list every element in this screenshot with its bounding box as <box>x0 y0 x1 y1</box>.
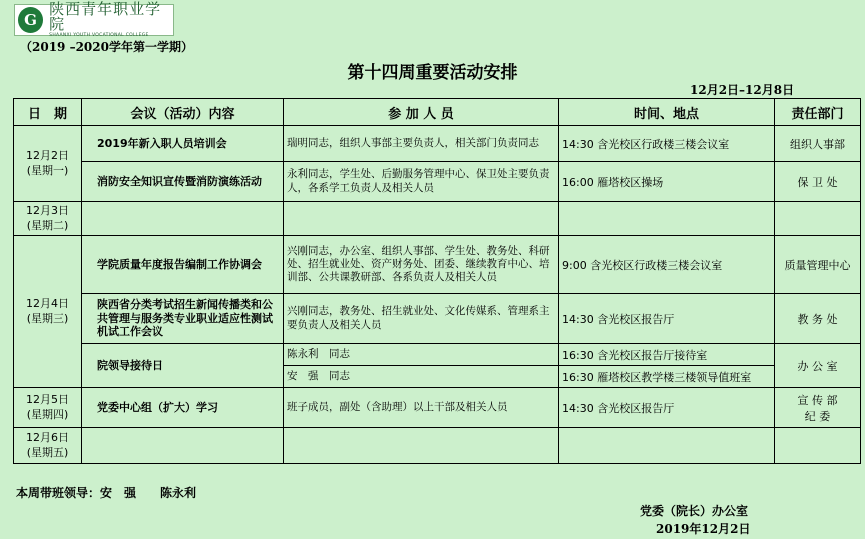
meeting-title: 2019年新入职人员培训会 <box>97 136 227 150</box>
col-header-meeting: 会议（活动）内容 <box>82 99 284 126</box>
time-place-cell: 16:30 雁塔校区教学楼三楼领导值班室 <box>559 366 775 388</box>
college-logo <box>14 0 174 38</box>
dept-cell: 组织人事部 <box>775 126 861 162</box>
dept-cell: 保 卫 处 <box>775 162 861 202</box>
date-text: 12月4日 <box>26 296 69 310</box>
meeting-title: 党委中心组（扩大）学习 <box>97 400 218 414</box>
weekday-text: (星期一) <box>26 163 69 177</box>
schedule-table <box>13 98 861 464</box>
time-place-cell: 16:00 雁塔校区操场 <box>559 162 775 202</box>
table-row <box>14 162 861 202</box>
attendees-cell: 兴刚同志，办公室、组织人事部、学生处、教务处、科研处、招生就业处、资产财务处、团委、继续教育中心、培训部、公共课教研部、各系负责人及相关人员 <box>284 236 559 294</box>
time-place-cell: 16:30 含光校区报告厅接待室 <box>559 344 775 366</box>
attendees-cell: 安 强 同志 <box>284 366 559 388</box>
attendees-cell: 瑞明同志，组织人事部主要负责人，相关部门负责同志 <box>284 126 559 162</box>
date-text: 12月2日 <box>26 148 69 162</box>
meeting-title: 学院质量年度报告编制工作协调会 <box>97 257 262 271</box>
time-place-cell: 14:30 含光校区行政楼三楼会议室 <box>559 126 775 162</box>
empty-cell <box>82 202 284 236</box>
col-header-dept: 责任部门 <box>775 99 861 126</box>
empty-cell <box>559 202 775 236</box>
meeting-title: 院领导接待日 <box>97 358 163 372</box>
empty-cell <box>82 428 284 464</box>
table-row <box>14 344 861 366</box>
empty-cell <box>775 428 861 464</box>
col-header-time-place: 时间、地点 <box>559 99 775 126</box>
dept-line: 纪 委 <box>804 409 831 423</box>
page-title: 第十四周重要活动安排 <box>347 63 518 83</box>
attendees-cell: 兴刚同志，教务处、招生就业处、文化传媒系、管理系主要负责人及相关人员 <box>284 294 559 344</box>
date-text: 12月5日 <box>26 392 69 406</box>
meeting-title: 陕西省分类考试招生新闻传播类和公共管理与服务类专业职业适应性测试机试工作会议 <box>97 297 273 339</box>
date-text: 12月3日 <box>26 203 69 217</box>
attendees-cell: 班子成员，副处（含助理）以上干部及相关人员 <box>284 388 559 428</box>
semester-label: （2019 –2020学年第一学期） <box>20 40 193 54</box>
empty-cell <box>284 202 559 236</box>
table-row <box>14 428 861 464</box>
meeting-cell <box>82 344 284 388</box>
table-row <box>14 388 861 428</box>
dept-cell: 质量管理中心 <box>775 236 861 294</box>
weekday-text: (星期三) <box>26 311 69 325</box>
table-header-row <box>14 99 861 126</box>
empty-cell <box>775 202 861 236</box>
date-cell-wed <box>14 236 82 388</box>
table-row <box>14 294 861 344</box>
weekday-text: (星期四) <box>26 407 69 421</box>
college-name-en: SHAANXI YOUTH VOCATIONAL COLLEGE <box>49 32 149 38</box>
date-cell-thu <box>14 388 82 428</box>
table-row <box>14 202 861 236</box>
issuing-office: 党委（院长）办公室 <box>640 504 749 518</box>
attendees-cell: 陈永利 同志 <box>284 344 559 366</box>
date-cell-fri <box>14 428 82 464</box>
meeting-title: 消防安全知识宣传暨消防演练活动 <box>97 174 262 188</box>
weekday-text: (星期五) <box>26 445 69 459</box>
empty-cell <box>284 428 559 464</box>
date-range: 12月2日–12月8日 <box>690 83 795 97</box>
time-place-cell: 14:30 含光校区报告厅 <box>559 388 775 428</box>
meeting-cell <box>82 162 284 202</box>
dept-cell <box>775 388 861 428</box>
attendees-cell: 永利同志，学生处、后勤服务管理中心、保卫处主要负责人，各系学工负责人及相关人员 <box>284 162 559 202</box>
dept-cell: 教 务 处 <box>775 294 861 344</box>
date-cell-mon <box>14 126 82 202</box>
table-row <box>14 236 861 294</box>
time-place-cell: 14:30 含光校区报告厅 <box>559 294 775 344</box>
date-text: 12月6日 <box>26 430 69 444</box>
meeting-cell <box>82 236 284 294</box>
col-header-date: 日 期 <box>14 99 82 126</box>
col-header-attendees: 参 加 人 员 <box>284 99 559 126</box>
meeting-cell <box>82 388 284 428</box>
meeting-cell <box>82 126 284 162</box>
meeting-cell <box>82 294 284 344</box>
college-emblem-icon: G <box>18 7 43 33</box>
weekday-text: (星期二) <box>26 218 69 232</box>
duty-leaders: 本周带班领导：安 强 陈永利 <box>16 486 197 500</box>
date-cell-tue <box>14 202 82 236</box>
issue-date: 2019年12月2日 <box>656 522 751 536</box>
table-row <box>14 126 861 162</box>
college-name: 陕西青年职业学院 <box>49 0 162 33</box>
time-place-cell: 9:00 含光校区行政楼三楼会议室 <box>559 236 775 294</box>
dept-line: 宣 传 部 <box>797 393 838 407</box>
empty-cell <box>559 428 775 464</box>
dept-cell: 办 公 室 <box>775 344 861 388</box>
